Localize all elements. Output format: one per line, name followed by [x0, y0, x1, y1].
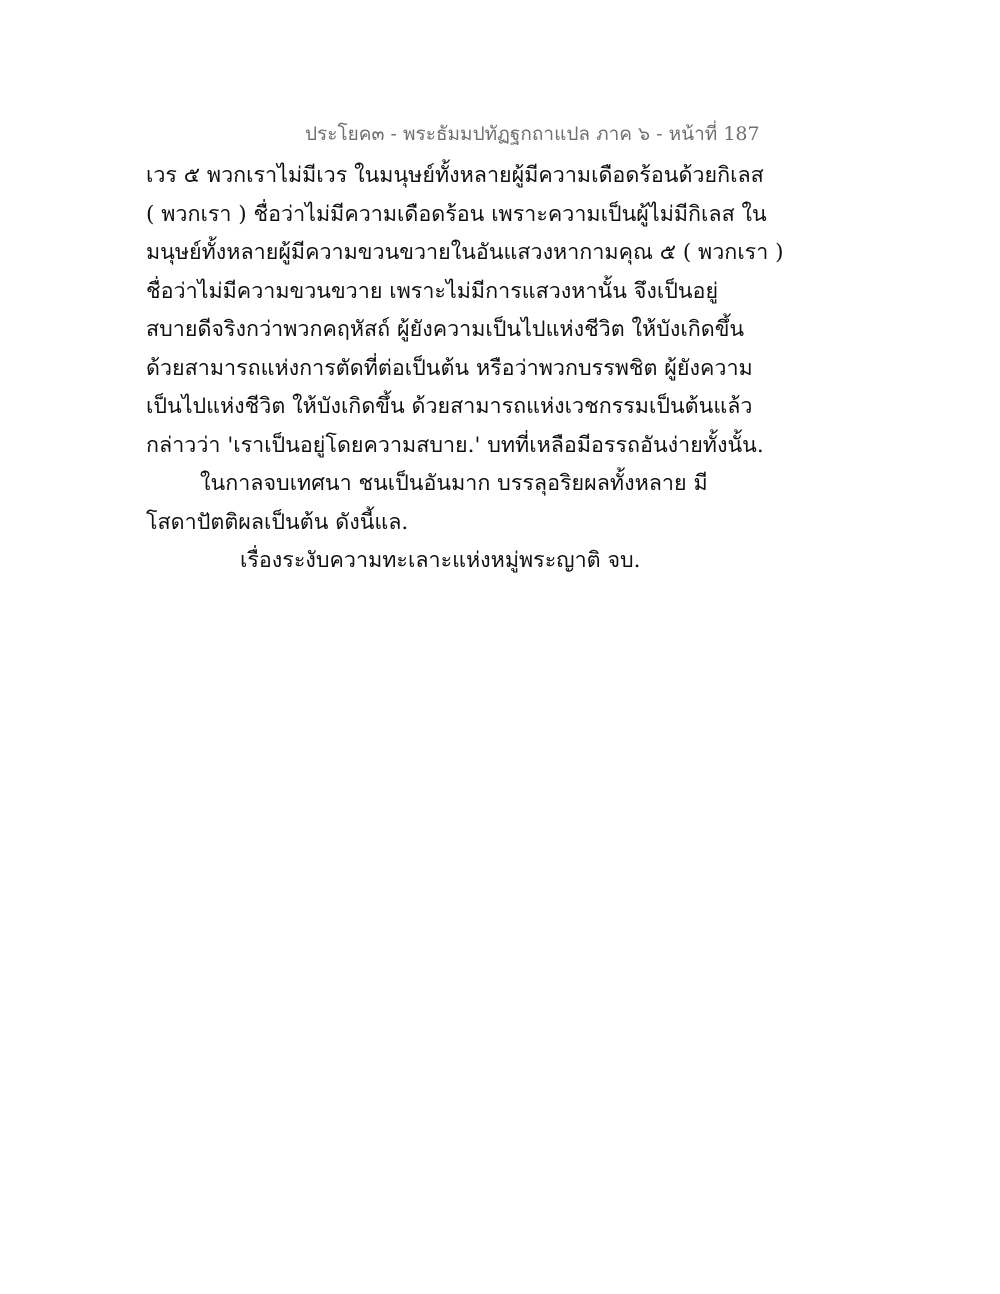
body-line: กล่าวว่า 'เราเป็นอยู่โดยความสบาย.' บทที่เหลือมีอรรถอันง่ายทั้งนั้น.	[146, 432, 764, 458]
body-text	[146, 157, 784, 581]
body-line: สบายดีจริงกว่าพวกคฤหัสถ์ ผู้ยังความเป็นไปแห่งชีวิต ให้บังเกิดขึ้น	[146, 317, 745, 342]
running-header: ประโยค๓ - พระธัมมปทัฏฐกถาแปล ภาค ๖ - หน้าที่ 187	[305, 123, 760, 145]
story-end-line: เรื่องระงับความทะเลาะแห่งหมู่พระญาติ จบ.	[240, 548, 641, 573]
body-line: เวร ๕ พวกเราไม่มีเวร ในมนุษย์ทั้งหลายผู้มีความเดือดร้อนด้วยกิเลส	[146, 163, 764, 188]
body-line: ด้วยสามารถแห่งการตัดที่ต่อเป็นต้น หรือว่าพวกบรรพชิต ผู้ยังความ	[146, 355, 753, 381]
body-line: ( พวกเรา ) ชื่อว่าไม่มีความเดือดร้อน เพราะความเป็นผู้ไม่มีกิเลส ใน	[146, 201, 767, 227]
paragraph-first-line: ในกาลจบเทศนา ชนเป็นอันมาก บรรลุอริยผลทั้งหลาย มี	[200, 471, 708, 496]
body-line: มนุษย์ทั้งหลายผู้มีความขวนขวายในอันแสวงหากามคุณ ๕ ( พวกเรา )	[146, 240, 784, 265]
body-line: ชื่อว่าไม่มีความขวนขวาย เพราะไม่มีการแสวงหานั้น จึงเป็นอยู่	[146, 278, 719, 304]
body-line: โสดาปัตติผลเป็นต้น ดังนี้แล.	[146, 509, 409, 535]
body-line: เป็นไปแห่งชีวิต ให้บังเกิดขึ้น ด้วยสามารถแห่งเวชกรรมเป็นต้นแล้ว	[146, 394, 753, 419]
